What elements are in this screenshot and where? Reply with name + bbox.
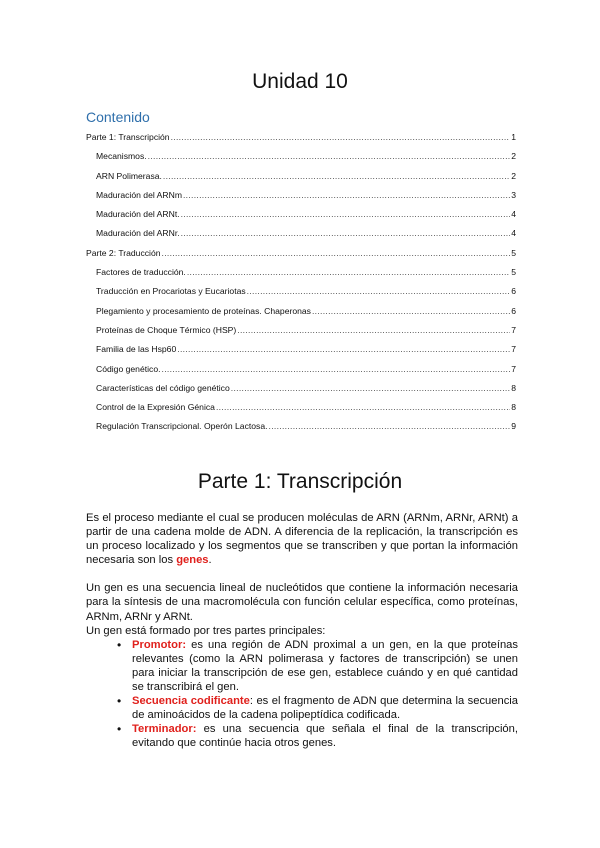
toc-entry-label: Parte 2: Traducción	[86, 247, 161, 258]
toc-entry-label: Plegamiento y procesamiento de proteínas. Chaperonas	[96, 305, 311, 316]
toc-entry-label: Traducción en Procariotas y Eucariotas	[96, 286, 246, 297]
toc-entry-page: 4	[511, 209, 516, 220]
toc-leader-dots	[181, 224, 511, 243]
toc-entry[interactable]	[86, 340, 516, 359]
highlighted-term: genes	[176, 554, 209, 567]
bullet-list	[86, 638, 518, 751]
bullet-text: : es el fragmento de ADN que determina la secuencia de aminoácidos de la cadena polipeptídica codificada.	[132, 695, 519, 722]
toc-entry-page: 5	[511, 247, 516, 258]
toc-leader-dots	[187, 263, 510, 282]
toc-entry-page: 7	[511, 344, 516, 355]
toc-entry[interactable]	[86, 167, 516, 186]
bullet-marker: •	[117, 637, 122, 652]
toc-entry[interactable]	[86, 282, 516, 301]
toc-entry-label: Regulación Transcripcional. Operón Lactosa.	[96, 421, 268, 432]
paragraph	[86, 511, 518, 567]
toc-entry-label: Mecanismos.	[96, 151, 147, 162]
toc-entry-label: Control de la Expresión Génica	[96, 402, 215, 413]
toc-entry-label: Familia de las Hsp60	[96, 344, 177, 355]
toc-leader-dots	[231, 379, 510, 398]
toc-entry-page: 2	[511, 151, 516, 162]
toc-entry[interactable]	[86, 417, 516, 436]
toc-leader-dots	[216, 398, 510, 417]
toc-entry-label: Código genético.	[96, 363, 161, 374]
unit-title: Unidad 10	[252, 70, 348, 93]
toc-entry-label: Factores de traducción.	[96, 267, 186, 278]
toc-leader-dots	[181, 205, 511, 224]
toc-entry-page: 9	[511, 421, 516, 432]
toc-leader-dots	[148, 147, 511, 166]
paragraph-text: Es el proceso mediante el cual se producen moléculas de ARN (ARNm, ARNr, ARNt) a partir de una cadena molde de ADN. A diferencia de la replicación, la transcripción es un proceso localizado y los segmentos que se transcriben y que portan la información necesaria son los	[86, 512, 518, 567]
bullet-term: Secuencia codificante	[132, 695, 250, 708]
toc-entry-label: Maduración del ARNm	[96, 189, 182, 200]
toc-entry[interactable]	[86, 128, 516, 147]
toc-entry[interactable]	[86, 302, 516, 321]
bullet-item	[117, 638, 518, 694]
bullet-item	[117, 694, 518, 722]
toc-entry-label: Maduración del ARNr.	[96, 228, 180, 239]
toc-entry-label: Características del código genético	[96, 382, 230, 393]
toc-leader-dots	[269, 417, 511, 436]
toc-entry-page: 4	[511, 228, 516, 239]
toc-leader-dots	[163, 167, 510, 186]
section-body	[86, 511, 518, 751]
toc-entry-page: 3	[511, 189, 516, 200]
toc-entry[interactable]	[86, 263, 516, 282]
toc-entry[interactable]	[86, 186, 516, 205]
toc-entry-page: 5	[511, 267, 516, 278]
toc-heading: Contenido	[86, 109, 150, 125]
toc-entry-page: 7	[511, 324, 516, 335]
bullet-marker: •	[117, 722, 122, 737]
toc-leader-dots	[183, 186, 510, 205]
toc-entry-label: Maduración del ARNt.	[96, 209, 180, 220]
toc-entry[interactable]	[86, 224, 516, 243]
toc-entry-page: 8	[511, 382, 516, 393]
section-heading: Parte 1: Transcripción	[197, 470, 403, 493]
toc-entry-page: 2	[511, 170, 516, 181]
toc-entry[interactable]	[86, 379, 516, 398]
toc-entry[interactable]	[86, 244, 516, 263]
toc-entry-page: 6	[511, 305, 516, 316]
toc-leader-dots	[171, 128, 511, 147]
paragraph: Un gen es una secuencia lineal de nucleótidos que contiene la información necesaria para la síntesis de una macromolécula con función celular específica, como proteínas, ARNm, ARNr y ARNt.	[86, 582, 518, 623]
toc-entry-label: Proteínas de Choque Térmico (HSP)	[96, 324, 237, 335]
paragraph-end: .	[208, 554, 212, 567]
toc-entry[interactable]	[86, 147, 516, 166]
bullet-text: es una región de ADN proximal a un gen, en la que proteínas relevantes (como la ARN polimerasa y factores de transcripción) se unen para iniciar la transcripción de ese gen, establece cuándo y en qué cantidad se transcribirá el gen.	[132, 638, 518, 694]
toc-entry-label: Parte 1: Transcripción	[86, 132, 170, 142]
toc-leader-dots	[162, 360, 511, 379]
bullet-term: Promotor:	[132, 638, 187, 651]
toc-leader-dots	[312, 302, 510, 321]
toc-leader-dots	[237, 321, 510, 340]
bullet-marker: •	[117, 694, 122, 709]
toc-entry[interactable]	[86, 321, 516, 340]
toc-entry-page: 8	[511, 402, 516, 413]
toc-entry[interactable]	[86, 360, 516, 379]
paragraph: Un gen está formado por tres partes principales:	[86, 624, 326, 637]
toc-entry-label: ARN Polimerasa.	[96, 170, 162, 181]
toc-entry-page: 7	[511, 363, 516, 374]
bullet-term: Terminador:	[132, 723, 197, 736]
toc-entry-page: 6	[511, 286, 516, 297]
toc-leader-dots	[162, 244, 511, 263]
bullet-item	[117, 722, 518, 750]
table-of-contents	[86, 128, 516, 437]
bullet-text: es una secuencia que señala el final de la transcripción, evitando que continúe hacia otros genes.	[132, 723, 518, 750]
toc-leader-dots	[247, 282, 511, 301]
toc-entry[interactable]	[86, 398, 516, 417]
toc-entry[interactable]	[86, 205, 516, 224]
toc-leader-dots	[177, 340, 510, 359]
toc-entry-page: 1	[511, 132, 516, 142]
